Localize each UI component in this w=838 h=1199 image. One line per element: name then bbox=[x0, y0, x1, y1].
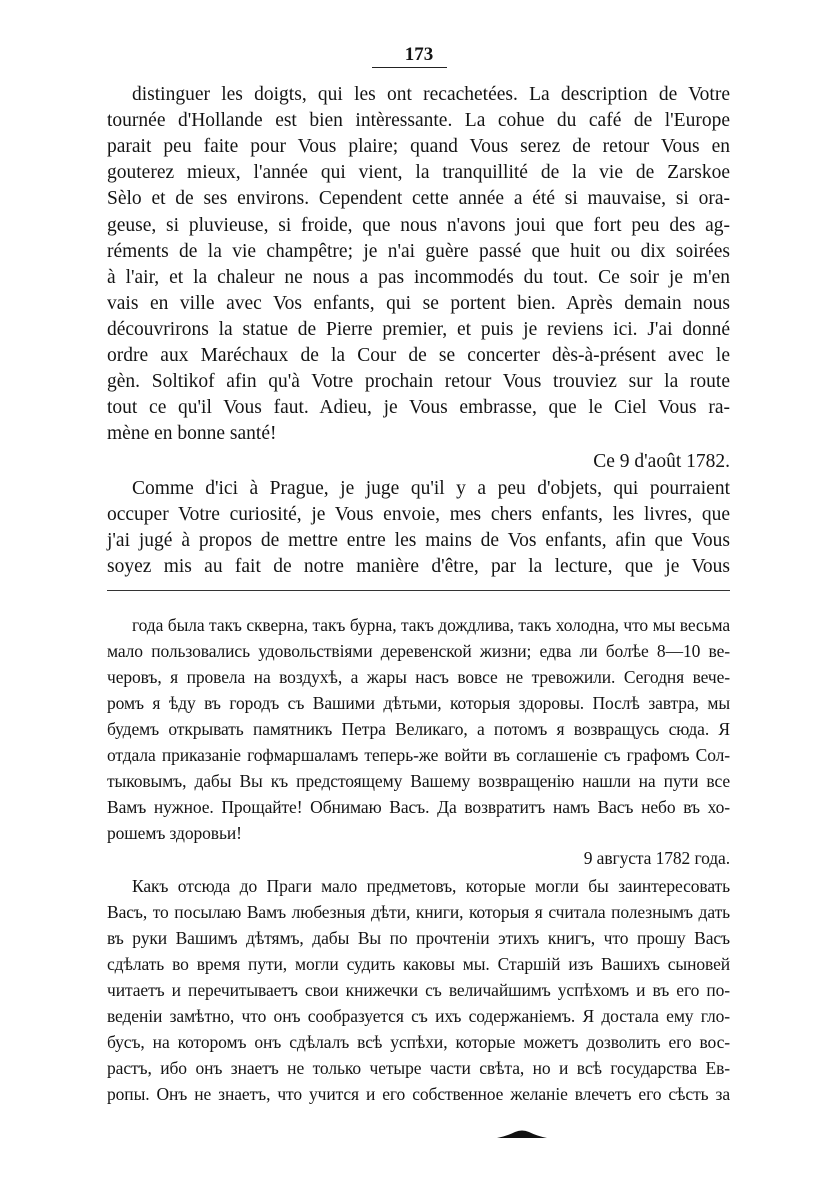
text-line: distinguer les doigts, qui les ont recachetées. La description de Votre bbox=[132, 84, 730, 105]
text-line: parait peu faite pour Vous plaire; quand Vous serez de retour Vous en bbox=[107, 136, 730, 158]
text-line: tournée d'Hollande est bien intèressante. La cohue du café de l'Europe bbox=[107, 110, 730, 132]
text-line: à l'air, et la chaleur ne nous a pas incommodés du tout. Ce soir je m'en bbox=[107, 266, 730, 288]
text-line: Comme d'ici à Prague, je juge qu'il y a peu d'objets, qui pourraient bbox=[132, 478, 730, 499]
text-line: gèn. Soltikof afin qu'à Votre prochain retour Vous trouviez sur la route bbox=[107, 371, 730, 393]
text-line: веденіи замѣтно, что онъ сообразуется съ ихъ содержаніемъ. Я достала ему гло- bbox=[107, 1006, 730, 1026]
text-line: vais en ville avec Vos enfants, qui se portent bien. Après demain nous bbox=[107, 292, 730, 314]
ornament-icon bbox=[497, 1130, 547, 1138]
text-line: ропы. Онъ не знаетъ, что учится и его собственное желаніе влечетъ его сѣсть за bbox=[107, 1084, 730, 1104]
text-line: Вамъ нужное. Прощайте! Обнимаю Васъ. Да возвратитъ намъ Васъ небо въ хо- bbox=[107, 797, 730, 817]
russian-translation bbox=[107, 0, 730, 1199]
text-line: будемъ открывать памятникъ Петра Великаго, а потомъ я возвращусь сюда. Я bbox=[107, 719, 730, 739]
text-line: бусъ, на которомъ онъ сдѣлалъ всѣ успѣхи, которые можетъ дозволить его вос- bbox=[107, 1032, 730, 1052]
text-line: сдѣлать во время пути, могли судить каковы мы. Старшій изъ Вашихъ сыновей bbox=[107, 954, 730, 974]
letter-date: 9 августа 1782 года. bbox=[583, 848, 730, 868]
letter-date: Ce 9 d'août 1782. bbox=[593, 451, 730, 472]
text-line: soyez mis au fait de notre manière d'être, par la lecture, que je Vous bbox=[107, 556, 730, 577]
text-line: мало пользовались удовольствіями деревенской жизни; едва ли болѣе 8—10 ве- bbox=[107, 641, 730, 661]
text-line: mène en bonne santé! bbox=[107, 423, 277, 445]
page-number: 173 bbox=[404, 44, 434, 65]
text-line: Васъ, то посылаю Вамъ любезныя дѣти, книги, которыя я считала полезнымъ дать bbox=[107, 902, 730, 922]
text-line: occuper Votre curiosité, je Vous envoie, mes chers enfants, les livres, que bbox=[107, 504, 730, 525]
text-line: geuse, si pluvieuse, si froide, que nous n'avons joui que fort peu des ag- bbox=[107, 214, 730, 236]
text-line: j'ai jugé à propos de mettre entre les mains de Vos enfants, afin que Vous bbox=[107, 530, 730, 551]
text-line: découvrirons la statue de Pierre premier, et puis je reviens ici. J'ai donné bbox=[107, 318, 730, 340]
text-line: рошемъ здоровьи! bbox=[107, 823, 242, 843]
text-line: отдала приказаніе гофмаршаламъ теперь-же войти въ соглашеніе съ графомъ Сол- bbox=[107, 745, 730, 765]
text-line: читаетъ и перечитываетъ свои книжечки съ величайшимъ успѣхомъ и въ его по- bbox=[107, 980, 730, 1000]
text-line: ромъ я ѣду въ городъ съ Вашими дѣтьми, которыя здоровы. Послѣ завтра, мы bbox=[107, 693, 730, 713]
text-line: растъ, ибо онъ знаетъ не только четыре части свѣта, но и всѣ государства Ев- bbox=[107, 1058, 730, 1078]
text-line: года была такъ скверна, такъ бурна, такъ дождлива, такъ холодна, что мы весьма bbox=[132, 615, 730, 635]
text-line: въ руки Вашимъ дѣтямъ, дабы Вы по прочтеніи этихъ книгъ, что прошу Васъ bbox=[107, 928, 730, 948]
text-line: черовъ, я провела на воздухѣ, а жары насъ вовсе не тревожили. Сегодня вече- bbox=[107, 667, 730, 687]
text-line: ordre aux Maréchaux de la Cour de se concerter dès-à-présent avec le bbox=[107, 345, 730, 366]
text-line: тыковымъ, дабы Вы къ предстоящему Вашему возвращенію нашли на пути все bbox=[107, 771, 730, 791]
text-line: gouterez mieux, l'année qui vient, la tranquillité de la vie de Zarskoe bbox=[107, 162, 730, 184]
text-line: Какъ отсюда до Праги мало предметовъ, которые могли бы заинтересовать bbox=[132, 876, 730, 896]
text-line: Sèlo et de ses environs. Cependent cette année a été si mauvaise, si ora- bbox=[107, 188, 730, 210]
text-line: tout ce qu'il Vous faut. Adieu, je Vous embrasse, que le Ciel Vous ra- bbox=[107, 397, 730, 419]
text-line: réments de la vie champêtre; je n'ai guère passé que huit ou dix soirées bbox=[107, 240, 730, 262]
